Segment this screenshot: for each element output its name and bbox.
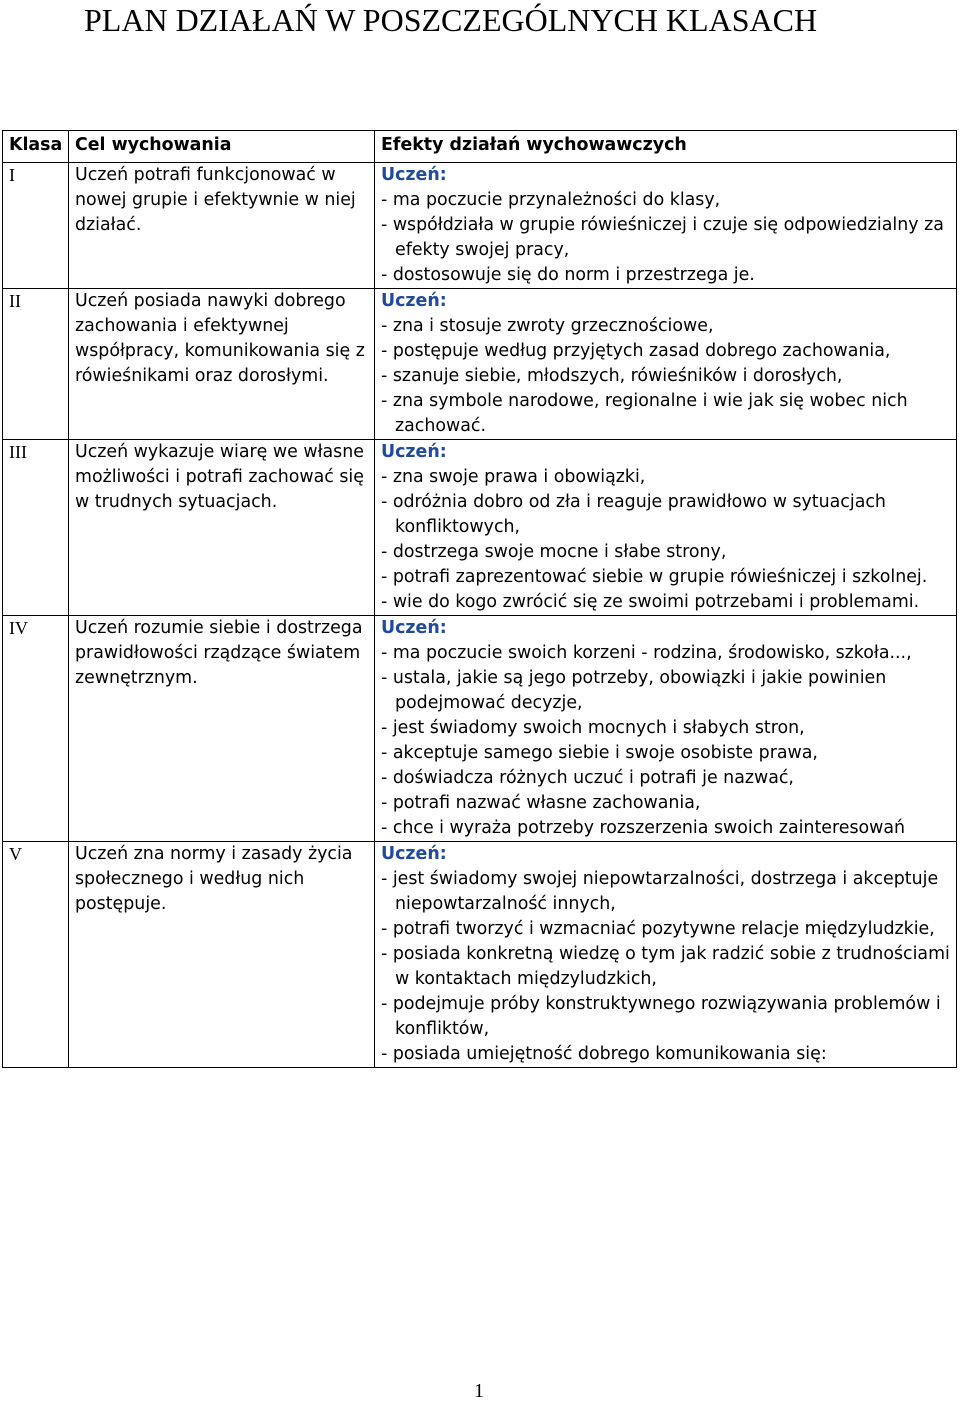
effect-item: - doświadcza różnych uczuć i potrafi je nazwać, [381,766,950,791]
row-cel: Uczeń zna normy i zasady życia społecznego i według nich postępuje. [69,842,375,1068]
effects-list [381,465,950,615]
header-klasa: Klasa [3,131,69,163]
row-effects [375,163,957,289]
student-label: Uczeń: [381,442,447,462]
effect-item: - akceptuje samego siebie i swoje osobiste prawa, [381,741,950,766]
effect-item: - jest świadomy swojej niepowtarzalności, dostrzega i akceptuje niepowtarzalność innych, [381,867,950,917]
table-row [3,163,957,289]
student-label: Uczeń: [381,291,447,311]
table-row [3,440,957,616]
effect-item: - posiada konkretną wiedzę o tym jak radzić sobie z trudnościami w kontaktach międzyludzkich, [381,942,950,992]
table-row [3,616,957,842]
effect-item: - chce i wyraża potrzeby rozszerzenia swoich zainteresowań [381,816,950,841]
effect-item: - zna i stosuje zwroty grzecznościowe, [381,314,950,339]
student-label: Uczeń: [381,165,447,185]
effect-item: - dostosowuje się do norm i przestrzega je. [381,263,950,288]
table-row [3,842,957,1068]
effect-item: - współdziała w grupie rówieśniczej i czuje się odpowiedzialny za efekty swojej pracy, [381,213,950,263]
effect-item: - potrafi tworzyć i wzmacniać pozytywne relacje międzyludzkie, [381,917,950,942]
effects-list [381,314,950,439]
plan-table [2,130,957,1068]
effect-item: - dostrzega swoje mocne i słabe strony, [381,540,950,565]
effects-list [381,188,950,288]
effect-item: - odróżnia dobro od zła i reaguje prawidłowo w sytuacjach konfliktowych, [381,490,950,540]
student-label: Uczeń: [381,618,447,638]
row-klasa: I [3,163,69,289]
row-klasa: II [3,289,69,440]
effect-item: - jest świadomy swoich mocnych i słabych stron, [381,716,950,741]
table-header-row [3,131,957,163]
row-cel: Uczeń potrafi funkcjonować w nowej grupie i efektywnie w niej działać. [69,163,375,289]
row-effects [375,616,957,842]
effect-item: - ustala, jakie są jego potrzeby, obowiązki i jakie powinien podejmować decyzje, [381,666,950,716]
effect-item: - ma poczucie swoich korzeni - rodzina, środowisko, szkoła..., [381,641,950,666]
effect-item: - posiada umiejętność dobrego komunikowania się: [381,1042,950,1067]
page-title: PLAN DZIAŁAŃ W POSZCZEGÓLNYCH KLASACH [84,2,818,38]
row-effects [375,289,957,440]
row-effects [375,842,957,1068]
effect-item: - postępuje według przyjętych zasad dobrego zachowania, [381,339,950,364]
header-efekty: Efekty działań wychowawczych [375,131,957,163]
effects-list [381,641,950,841]
effect-item: - wie do kogo zwrócić się ze swoimi potrzebami i problemami. [381,590,950,615]
effect-item: - potrafi zaprezentować siebie w grupie rówieśniczej i szkolnej. [381,565,950,590]
effect-item: - ma poczucie przynależności do klasy, [381,188,950,213]
table-row [3,289,957,440]
effect-item: - zna swoje prawa i obowiązki, [381,465,950,490]
row-klasa: III [3,440,69,616]
row-cel: Uczeń rozumie siebie i dostrzega prawidłowości rządzące światem zewnętrznym. [69,616,375,842]
effect-item: - szanuje siebie, młodszych, rówieśników i dorosłych, [381,364,950,389]
effects-list [381,867,950,1067]
effect-item: - zna symbole narodowe, regionalne i wie jak się wobec nich zachować. [381,389,950,439]
page-number: 1 [474,1380,484,1402]
row-effects [375,440,957,616]
row-klasa: IV [3,616,69,842]
row-cel: Uczeń wykazuje wiarę we własne możliwości i potrafi zachować się w trudnych sytuacjach. [69,440,375,616]
row-klasa: V [3,842,69,1068]
effect-item: - podejmuje próby konstruktywnego rozwiązywania problemów i konfliktów, [381,992,950,1042]
effect-item: - potrafi nazwać własne zachowania, [381,791,950,816]
header-cel: Cel wychowania [69,131,375,163]
student-label: Uczeń: [381,844,447,864]
row-cel: Uczeń posiada nawyki dobrego zachowania i efektywnej współpracy, komunikowania się z rówieśnikami oraz dorosłymi. [69,289,375,440]
